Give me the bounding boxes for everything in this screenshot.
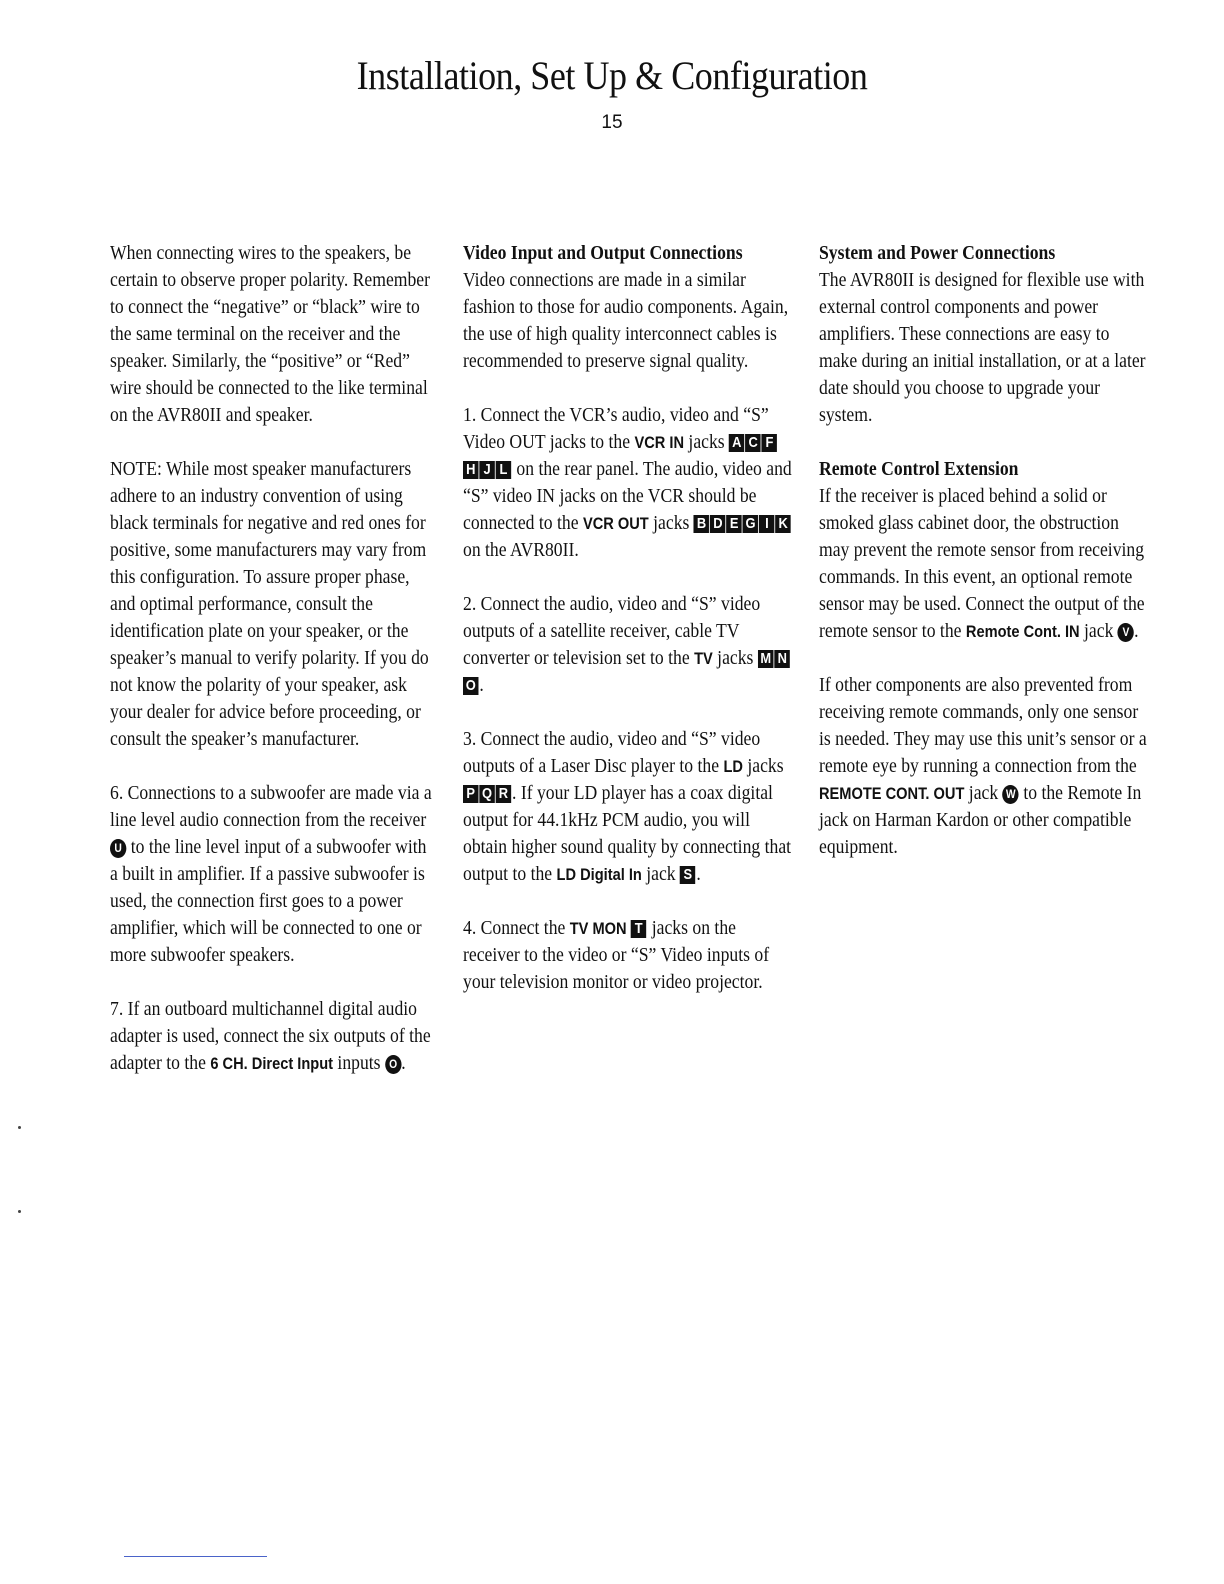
jack-k-icon: K bbox=[775, 515, 790, 533]
jack-i-icon: I bbox=[759, 515, 774, 533]
ld-text-a: 3. Connect the audio, video and “S” video outputs of a Laser Disc player to the bbox=[463, 728, 761, 777]
jack-t-icon: T bbox=[631, 920, 646, 938]
jack-p-icon: P bbox=[463, 785, 478, 803]
remote-text-b: jack bbox=[1084, 620, 1114, 642]
ld-digital-in-label: LD Digital In bbox=[556, 865, 642, 884]
jack-v-icon: V bbox=[1118, 623, 1134, 642]
video-intro-paragraph: Video connections are made in a similar fashion to those for audio components. Again, the use of high quality interconnect cables is recommended to preserve signal quality. bbox=[463, 269, 789, 372]
vcr-text-b: jacks bbox=[688, 431, 725, 453]
multichannel-text-b: inputs bbox=[337, 1052, 381, 1074]
vcr-out-jacks bbox=[694, 512, 792, 534]
note-paragraph: NOTE: While most speaker manufacturers adhere to an industry convention of using black terminals for negative and red ones for positive, some manufacturers may vary from this configuration. To assure proper phase, and optimal performance, consult the identification plate on your speaker, or the speaker’s manual to verify polarity. If you do not know the polarity of your speaker, ask your dealer for advice before proceeding, or consult the speaker’s manufacturer. bbox=[110, 458, 429, 750]
jack-d-icon: D bbox=[710, 515, 725, 533]
remote-out-text-c: to the Remote In jack on Harman Kardon or other compatible equipment. bbox=[819, 782, 1142, 858]
jack-l-icon: L bbox=[496, 461, 511, 479]
multichannel-text-a: 7. If an outboard multichannel digital audio adapter is used, connect the six outputs of the adapter to the bbox=[110, 998, 431, 1074]
jack-c-icon: C bbox=[745, 434, 760, 452]
jack-w-icon: W bbox=[1003, 785, 1019, 804]
remote-extension-paragraph bbox=[819, 483, 1150, 645]
jack-s-icon: S bbox=[680, 866, 695, 884]
ld-label: LD bbox=[723, 757, 743, 776]
vcr-in-label: VCR IN bbox=[634, 433, 685, 452]
speaker-polarity-paragraph: When connecting wires to the speakers, be certain to observe proper polarity. Remember to connect the “negative” or “black” wire to the same terminal on the receiver and the speaker. Similarly, the “positive” or “Red” wire should be connected to the like terminal on the AVR80II and speaker. bbox=[110, 242, 431, 426]
tv-text-a: 2. Connect the audio, video and “S” video outputs of a satellite receiver, cable TV converter or television set to the bbox=[463, 593, 761, 669]
subwoofer-text-b: to the line level input of a subwoofer with a built in amplifier. If a passive subwoofer is used, the connection first goes to a power amplifier, which will be connected to one or more subwoofer speakers. bbox=[110, 836, 427, 966]
tv-mon-text-b: jacks on the receiver to the video or “S” Video inputs of your television monitor or video projector. bbox=[463, 917, 770, 993]
tv-label: TV bbox=[694, 649, 713, 668]
jack-f-icon: F bbox=[762, 434, 777, 452]
remote-out-text-b: jack bbox=[968, 782, 999, 804]
remote-end: . bbox=[1134, 620, 1139, 642]
jack-h-icon: H bbox=[463, 461, 478, 479]
tv-step-paragraph bbox=[463, 591, 793, 699]
jack-e-icon: E bbox=[726, 515, 741, 533]
vcr-step-paragraph bbox=[463, 402, 793, 564]
jack-m-icon: M bbox=[758, 650, 774, 668]
jack-n-icon: N bbox=[775, 650, 790, 668]
ld-text-b: jacks bbox=[747, 755, 784, 777]
multichannel-end: . bbox=[401, 1052, 406, 1074]
ld-step-paragraph bbox=[463, 726, 793, 888]
jack-q-icon: Q bbox=[479, 785, 494, 803]
tv-mon-step-paragraph bbox=[463, 915, 793, 996]
jack-b-icon: B bbox=[694, 515, 709, 533]
tv-mon-label: TV MON bbox=[569, 919, 627, 938]
system-power-heading: System and Power Connections bbox=[819, 242, 1056, 264]
scan-speck bbox=[18, 1126, 21, 1129]
remote-extension-heading: Remote Control Extension bbox=[819, 458, 1019, 480]
footer-rule bbox=[124, 1556, 267, 1557]
remote-text-a: If the receiver is placed behind a solid or smoked glass cabinet door, the obstruction may prevent the remote sensor from receiving commands. In this event, an optional remote sensor may be used. Connect the output of the remote sensor to the bbox=[819, 485, 1145, 642]
ld-end: . bbox=[696, 863, 701, 885]
vcr-text-c: on the rear panel. The audio, video and “S” video IN jacks on the VCR should be connected to the bbox=[463, 458, 792, 534]
vcr-out-label: VCR OUT bbox=[582, 514, 649, 533]
remote-cont-out-label: REMOTE CONT. OUT bbox=[819, 784, 965, 803]
column-left bbox=[110, 240, 437, 1104]
page-title: Installation, Set Up & Configuration bbox=[356, 53, 868, 98]
remote-out-text-a: If other components are also prevented from receiving remote commands, only one sensor is needed. They may use this unit’s sensor or a remote eye by running a connection from the bbox=[819, 674, 1147, 777]
jack-j-icon: J bbox=[479, 461, 494, 479]
remote-cont-in-label: Remote Cont. IN bbox=[965, 622, 1080, 641]
page-number: 15 bbox=[601, 112, 623, 133]
tv-mon-text-a: 4. Connect the bbox=[463, 917, 566, 939]
jack-g-icon: G bbox=[743, 515, 758, 533]
vcr-text-a: 1. Connect the VCR’s audio, video and “S” Video OUT jacks to the bbox=[463, 404, 769, 453]
jack-o2-icon: O bbox=[463, 677, 478, 695]
remote-out-paragraph bbox=[819, 672, 1150, 861]
direct-input-label: 6 CH. Direct Input bbox=[210, 1054, 334, 1073]
ld-jacks bbox=[463, 782, 512, 804]
system-power-paragraph: The AVR80II is designed for flexible use with external control components and power amplifiers. These connections are easy to make during an initial installation, or at a later date should you choose to upgrade your system. bbox=[819, 269, 1146, 426]
tv-text-b: jacks bbox=[717, 647, 754, 669]
jack-u-icon: U bbox=[110, 839, 126, 858]
jack-o-icon: O bbox=[385, 1055, 401, 1074]
subwoofer-step-paragraph bbox=[110, 780, 437, 969]
column-right bbox=[819, 240, 1150, 888]
column-middle bbox=[463, 240, 793, 1023]
multichannel-step-paragraph bbox=[110, 996, 437, 1077]
subwoofer-text-a: 6. Connections to a subwoofer are made via a line level audio connection from the receiver bbox=[110, 782, 432, 831]
video-connections-heading: Video Input and Output Connections bbox=[463, 242, 743, 264]
jack-r-icon: R bbox=[496, 785, 511, 803]
jack-a-icon: A bbox=[729, 434, 744, 452]
ld-text-c: . If your LD player has a coax digital output for 44.1kHz PCM audio, you will obtain higher sound quality by connecting that output to the bbox=[463, 782, 792, 885]
ld-text-d: jack bbox=[646, 863, 676, 885]
vcr-text-e: on the AVR80II. bbox=[463, 539, 579, 561]
vcr-text-d: jacks bbox=[653, 512, 690, 534]
scan-speck bbox=[18, 1210, 21, 1213]
tv-end: . bbox=[479, 674, 484, 696]
